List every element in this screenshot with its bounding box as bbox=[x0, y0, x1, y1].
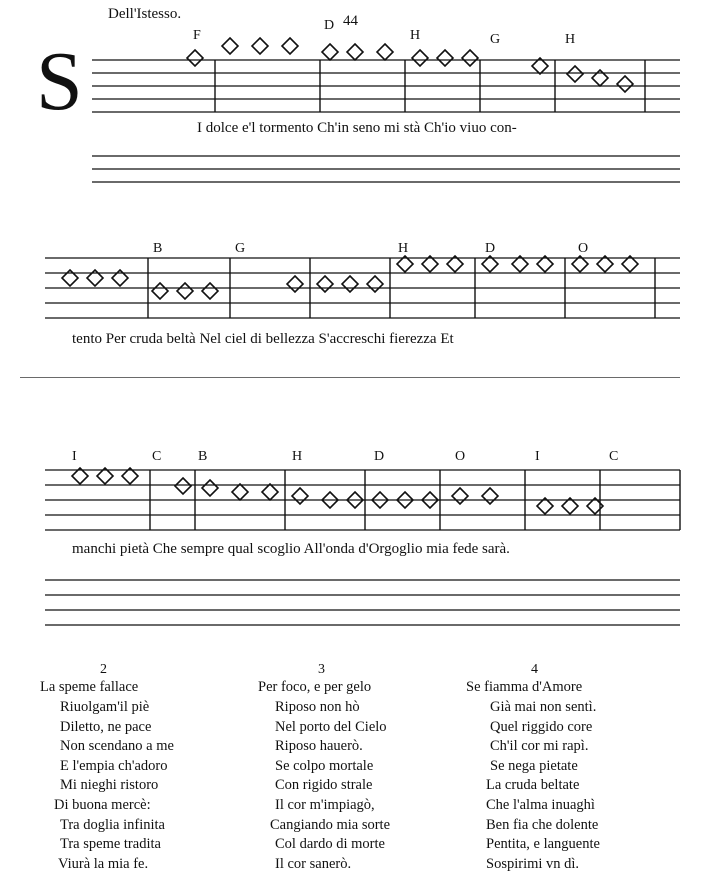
verse-line: Che l'alma inuaghì bbox=[486, 797, 595, 813]
tablature-system-3 bbox=[0, 440, 703, 630]
verse-line: Il cor sanerò. bbox=[275, 856, 352, 872]
verse-line: Nel porto del Cielo bbox=[275, 719, 387, 735]
lyrics-system-2: tento Per cruda beltà Nel ciel di bellezza S'accreschi fierezza Et bbox=[72, 331, 454, 347]
verse-line: Riuolgam'il piè bbox=[60, 699, 150, 715]
verse-number-2: 2 bbox=[100, 662, 107, 677]
verse-line: Mi nieghi ristoro bbox=[60, 777, 159, 793]
verse-line: Viurà la mia fe. bbox=[58, 856, 149, 872]
chord-letter: H bbox=[398, 241, 409, 256]
verse-line: Cangiando mia sorte bbox=[270, 817, 391, 833]
verse-line: Ben fia che dolente bbox=[486, 817, 599, 833]
chord-letter: C bbox=[152, 449, 162, 464]
verse-number-3: 3 bbox=[318, 662, 325, 677]
verse-line: Se fiamma d'Amore bbox=[466, 679, 583, 695]
chord-letter: B bbox=[198, 449, 208, 464]
chord-letter: H bbox=[410, 28, 421, 43]
verse-line: Sospirimi vn dì. bbox=[486, 856, 580, 872]
verse-line: La speme fallace bbox=[40, 679, 139, 695]
verse-line: Riposo non hò bbox=[275, 699, 360, 715]
chord-letter: G bbox=[490, 32, 501, 47]
verse-line: Diletto, ne pace bbox=[60, 719, 152, 735]
chord-letter: O bbox=[578, 241, 589, 256]
chord-letter: D bbox=[324, 18, 335, 33]
drop-cap: S bbox=[36, 35, 83, 128]
lyrics-system-1: I dolce e'l tormento Ch'in seno mi stà Ch'io viuo con- bbox=[197, 120, 517, 136]
chord-letter: B bbox=[153, 241, 163, 256]
verse-line: Se colpo mortale bbox=[275, 758, 374, 774]
chord-letter: H bbox=[565, 32, 576, 47]
tablature-system-1 bbox=[0, 30, 703, 190]
verse-line: La cruda beltate bbox=[486, 777, 580, 793]
page-number: 44 bbox=[343, 13, 358, 29]
lyrics-system-3: manchi pietà Che sempre qual scoglio All'onda d'Orgoglio mia fede sarà. bbox=[72, 541, 510, 557]
verse-line: Il cor m'impiagò, bbox=[275, 797, 375, 813]
verse-line: Di buona mercè: bbox=[54, 797, 151, 813]
chord-letter: D bbox=[374, 449, 385, 464]
verse-line: E l'empia ch'adoro bbox=[60, 758, 168, 774]
verse-line: Pentita, e languente bbox=[486, 836, 600, 852]
verse-number-4: 4 bbox=[531, 662, 538, 677]
verse-line: Tra speme tradita bbox=[60, 836, 161, 852]
chord-letter: F bbox=[193, 28, 201, 43]
verse-line: Se nega pietate bbox=[490, 758, 578, 774]
chord-letter: I bbox=[535, 449, 540, 464]
tablature-system-2 bbox=[0, 228, 703, 378]
chord-letter: H bbox=[292, 449, 303, 464]
verse-line: Riposo hauerò. bbox=[275, 738, 363, 754]
verse-line: Non scendano a me bbox=[60, 738, 174, 754]
chord-letter: G bbox=[235, 241, 246, 256]
verse-line: Col dardo di morte bbox=[275, 836, 385, 852]
verse-line: Ch'il cor mi rapì. bbox=[490, 738, 589, 754]
chord-letter: D bbox=[485, 241, 496, 256]
verse-line: Con rigido strale bbox=[275, 777, 373, 793]
chord-letter: O bbox=[455, 449, 466, 464]
chord-letter: C bbox=[609, 449, 619, 464]
verse-line: Già mai non sentì. bbox=[490, 699, 597, 715]
header-title: Dell'Istesso. bbox=[108, 6, 182, 22]
verse-line: Quel riggido core bbox=[490, 719, 593, 735]
verse-line: Tra doglia infinita bbox=[60, 817, 165, 833]
chord-letter: I bbox=[72, 449, 77, 464]
verse-line: Per foco, e per gelo bbox=[258, 679, 372, 695]
